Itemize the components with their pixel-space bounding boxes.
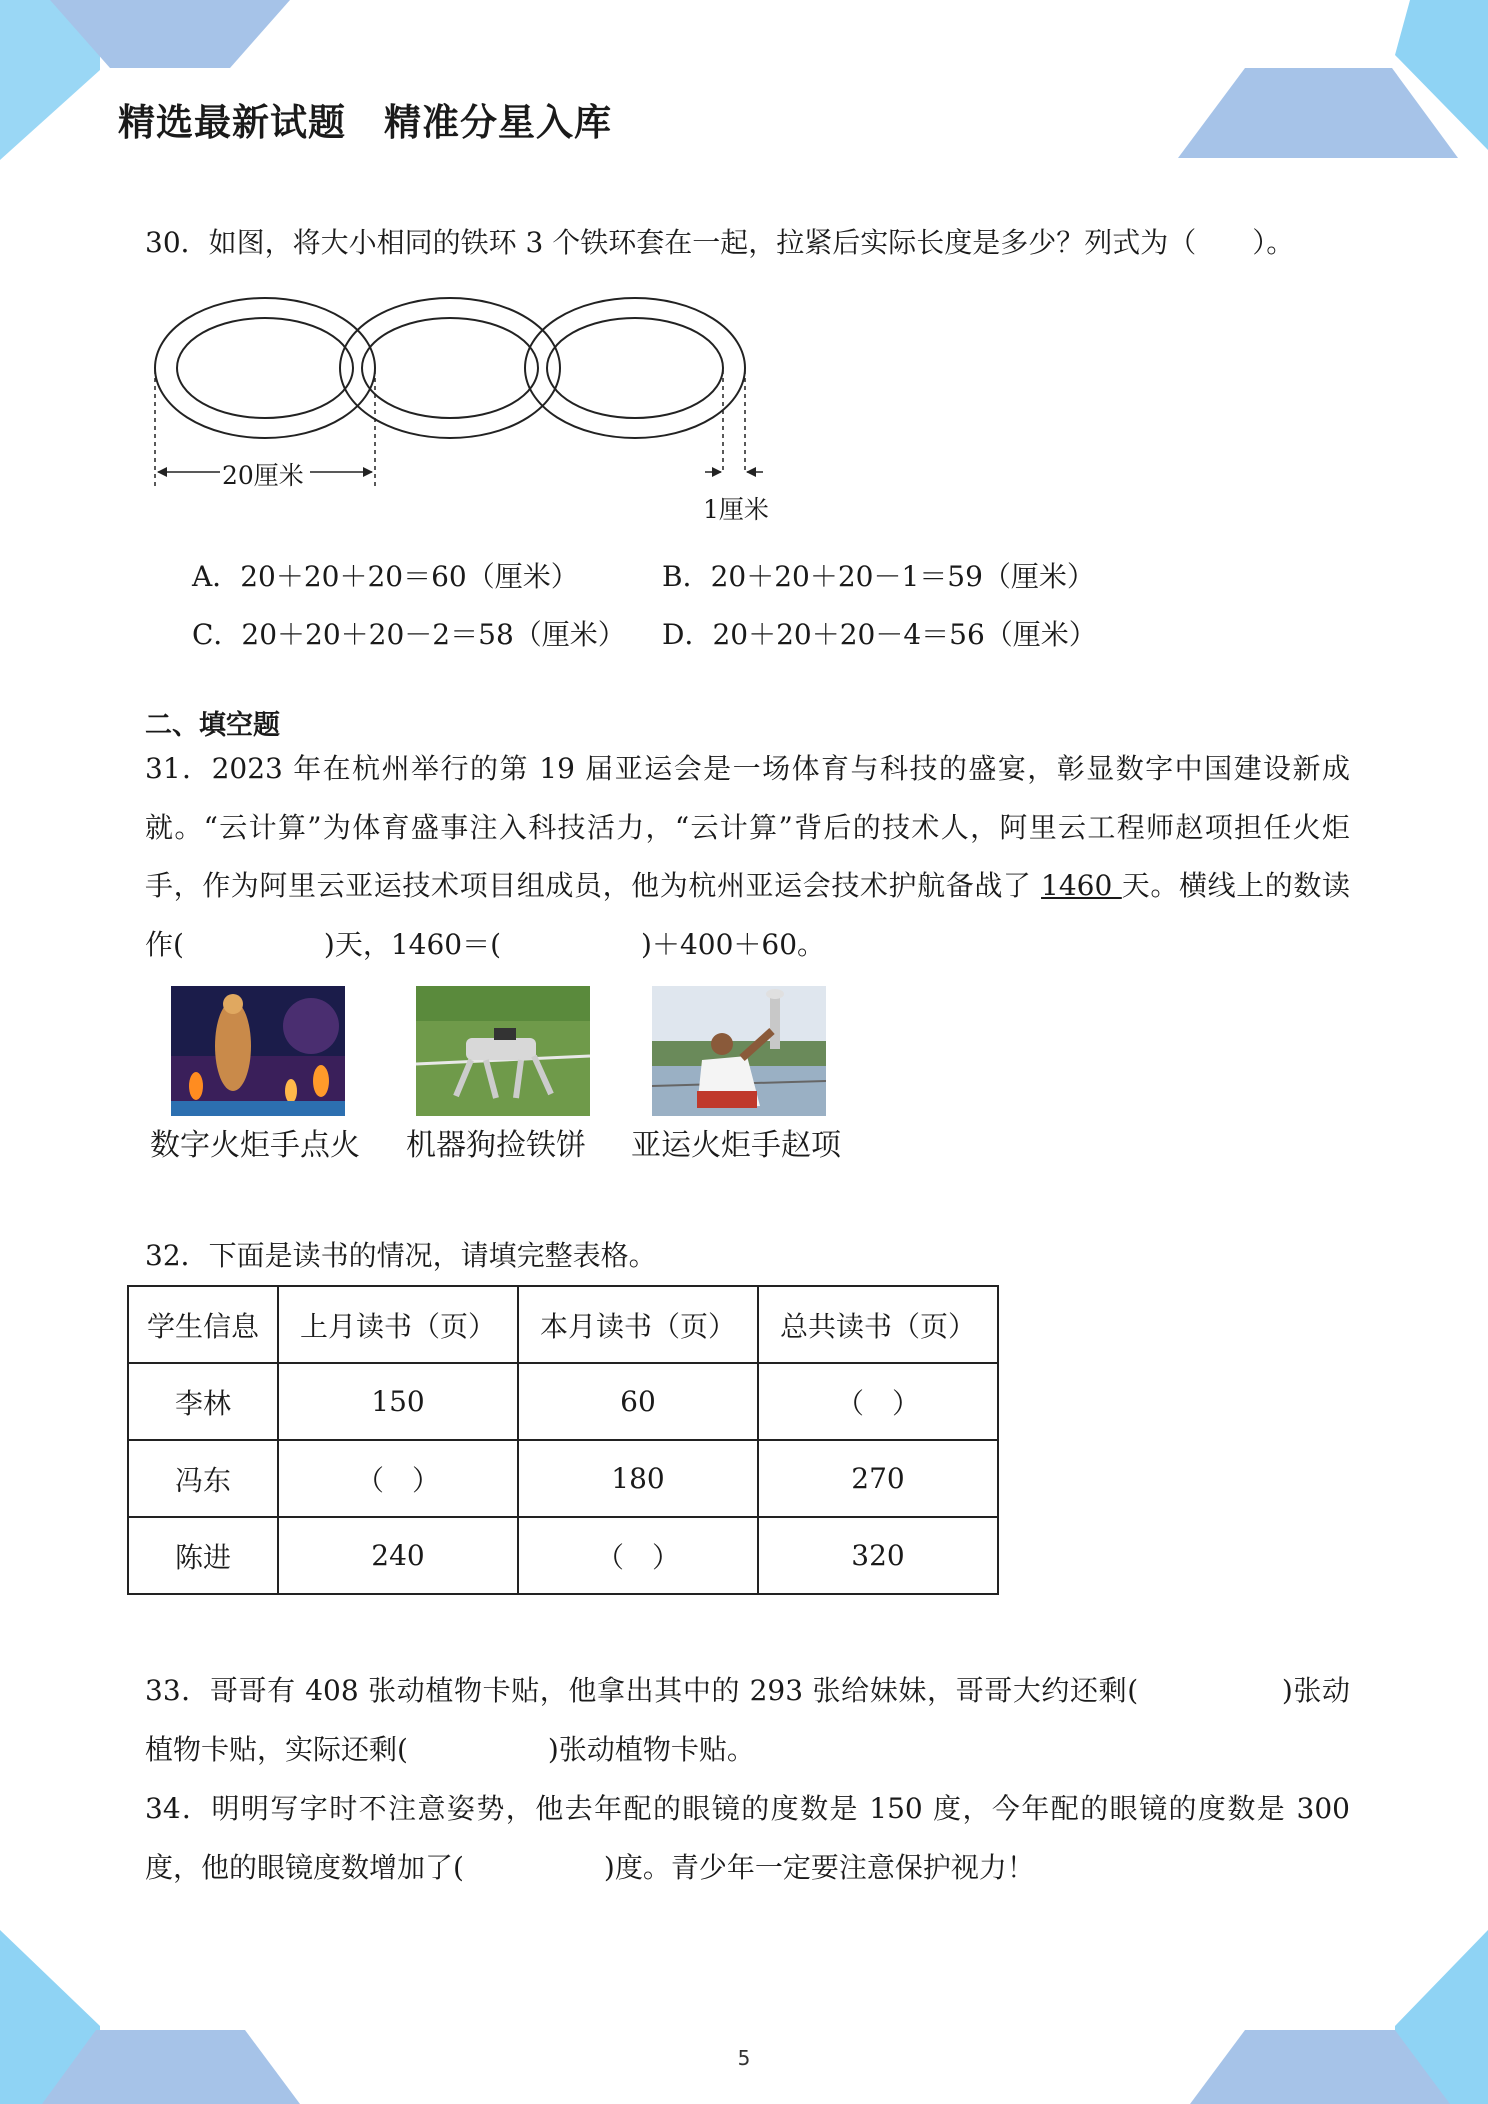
decoration-bottom-left <box>0 1930 310 2104</box>
label-1cm: 1厘米 <box>703 495 769 524</box>
photo-digital-torchbearer <box>171 986 345 1116</box>
table-cell: （ ） <box>518 1517 758 1594</box>
table-cell: 320 <box>758 1517 998 1594</box>
question-31-part1: 31．2023 年在杭州举行的第 19 届亚运会是一场体育与科技的盛宴，彰显数字中国建设新成就。“云计算”为体育盛事注入科技活力，“云计算”背后的技术人，阿里云工程师赵项担任火炬手，作为阿里云亚运技术项目组成员，他为杭州亚运会技术护航备战了 <box>145 752 1350 902</box>
table-cell: 60 <box>518 1363 758 1440</box>
question-30-text: 30．如图，将大小相同的铁环 3 个铁环套在一起，拉紧后实际长度是多少？列式为（ ）。 <box>145 226 1295 259</box>
decoration-top-right <box>1170 0 1488 160</box>
photo-robot-dog <box>416 986 590 1116</box>
table-header-cell: 总共读书（页） <box>758 1286 998 1363</box>
table-cell: 150 <box>278 1363 518 1440</box>
table-cell: （ ） <box>278 1440 518 1517</box>
photo-torchbearer-zhao <box>652 986 826 1116</box>
caption-robot-dog: 机器狗捡铁饼 <box>406 1128 586 1163</box>
table-header-row <box>128 1286 998 1363</box>
label-20cm: 20厘米 <box>222 461 304 490</box>
iron-rings-figure <box>140 290 800 530</box>
table-cell: 240 <box>278 1517 518 1594</box>
question-33-text: 33．哥哥有 408 张动植物卡贴，他拿出其中的 293 张给妹妹，哥哥大约还剩( )张动植物卡贴，实际还剩( )张动植物卡贴。 <box>145 1674 1350 1766</box>
table-row <box>128 1363 998 1440</box>
table-cell: （ ） <box>758 1363 998 1440</box>
caption-torchbearer-zhao: 亚运火炬手赵项 <box>631 1128 841 1163</box>
table-header-cell: 上月读书（页） <box>278 1286 518 1363</box>
table-header-cell: 学生信息 <box>128 1286 278 1363</box>
question-31-part2: 天。横线上的数读作( )天，1460＝( )＋400＋60。 <box>145 869 1350 961</box>
section-title: 二、填空题 <box>145 710 280 741</box>
option-b: B．20＋20＋20－1＝59（厘米） <box>662 560 1095 593</box>
page-header-title: 精选最新试题 精准分星入库 <box>118 101 612 144</box>
table-cell: 冯东 <box>128 1440 278 1517</box>
table-header-cell: 本月读书（页） <box>518 1286 758 1363</box>
option-d: D．20＋20＋20－4＝56（厘米） <box>662 618 1097 651</box>
table-row <box>128 1440 998 1517</box>
table-cell: 陈进 <box>128 1517 278 1594</box>
caption-digital-torchbearer: 数字火炬手点火 <box>150 1128 360 1163</box>
question-34-text: 34．明明写字时不注意姿势，他去年配的眼镜的度数是 150 度，今年配的眼镜的度数是 300 度，他的眼镜度数增加了( )度。青少年一定要注意保护视力！ <box>145 1792 1350 1884</box>
underlined-number: 1460 <box>1041 869 1122 902</box>
table-cell: 270 <box>758 1440 998 1517</box>
decoration-bottom-right <box>1170 1930 1488 2104</box>
question-31-text <box>145 740 1350 974</box>
option-c: C．20＋20＋20－2＝58（厘米） <box>192 618 626 651</box>
question-32-text: 32．下面是读书的情况，请填完整表格。 <box>145 1239 657 1272</box>
table-row <box>128 1517 998 1594</box>
reading-table <box>127 1285 999 1595</box>
table-cell: 180 <box>518 1440 758 1517</box>
page-number: 5 <box>737 2046 751 2070</box>
table-cell: 李林 <box>128 1363 278 1440</box>
option-a: A．20＋20＋20＝60（厘米） <box>192 560 579 593</box>
